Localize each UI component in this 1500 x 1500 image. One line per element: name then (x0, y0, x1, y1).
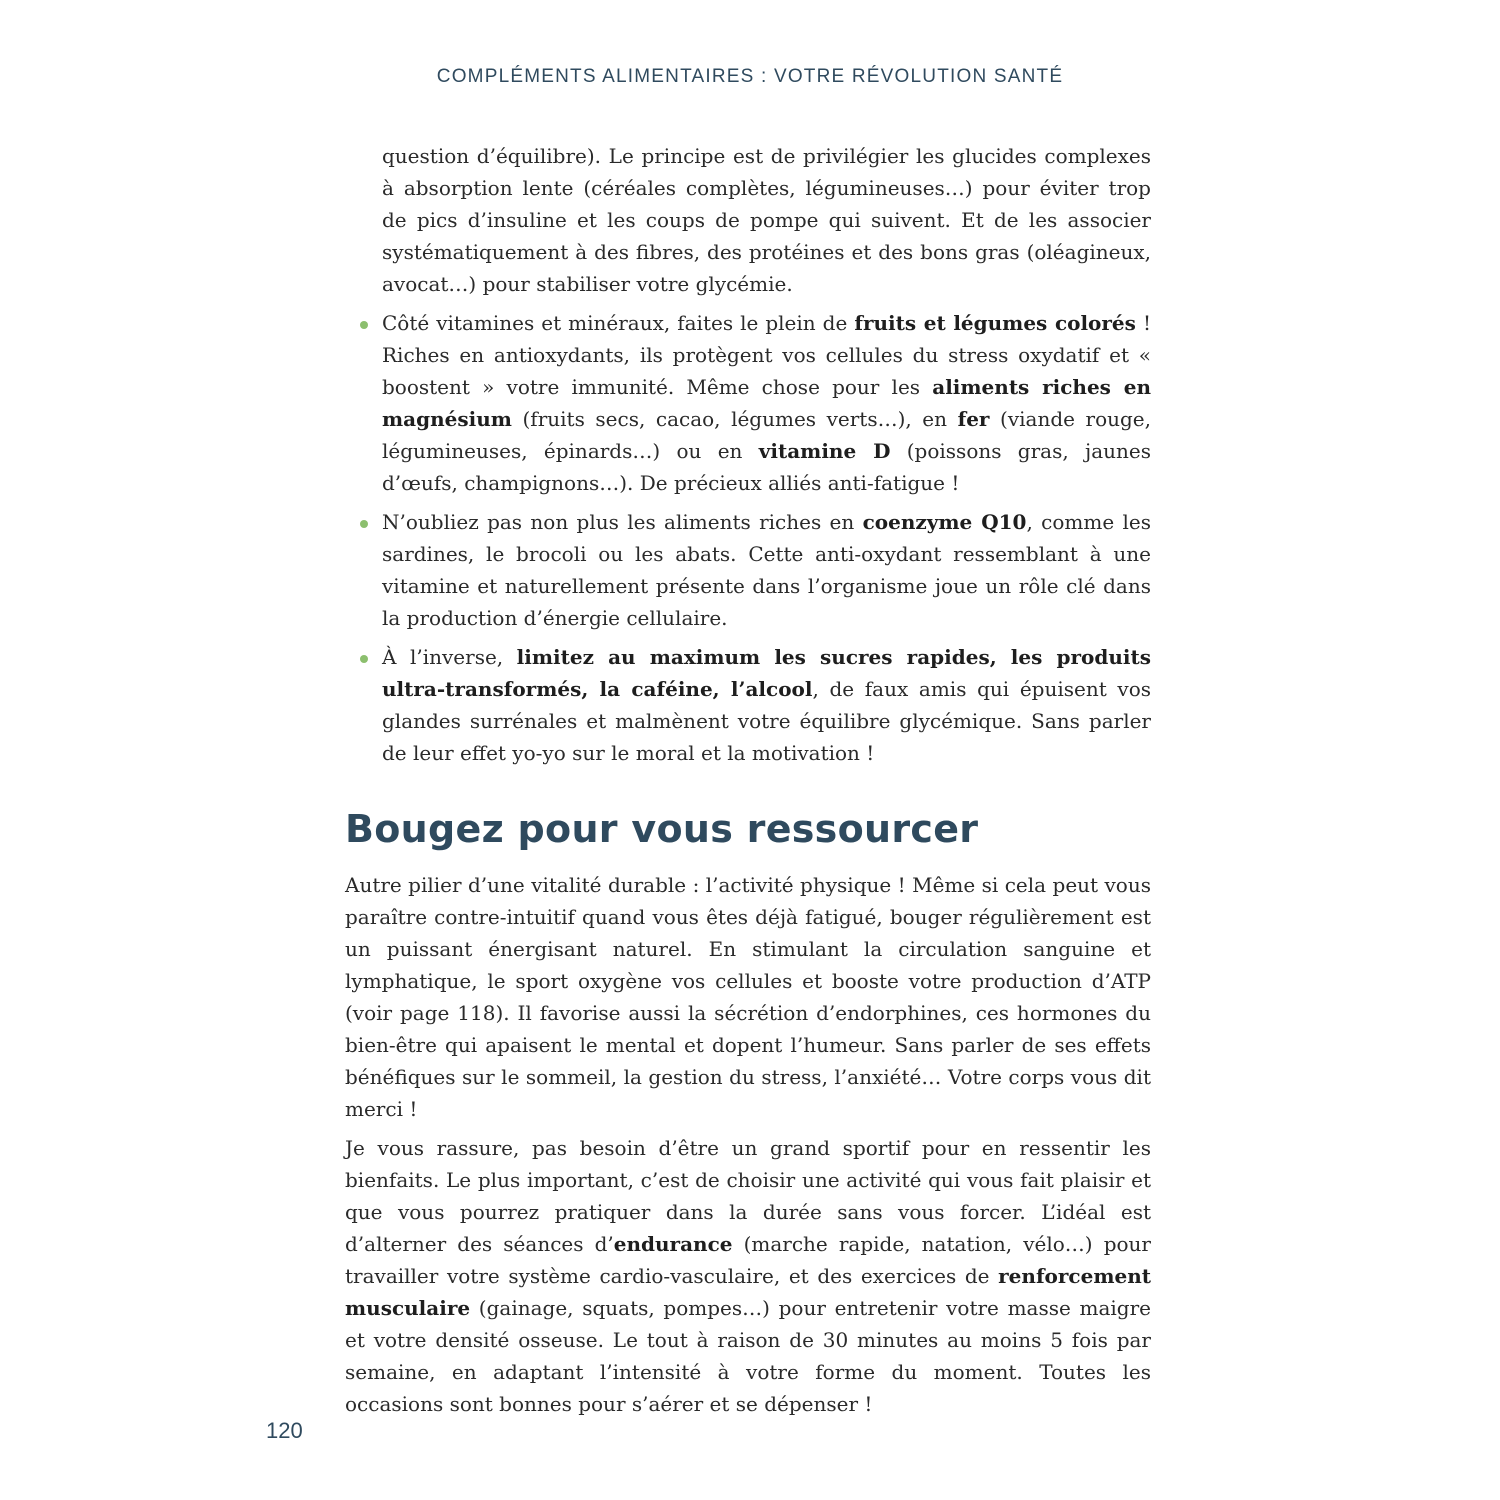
bullet-item-vitamins (382, 307, 1151, 499)
continued-paragraph: question d’équilibre). Le principe est de privilégier les glucides complexes à absorption lente (céréales complètes, légumineuses…) pour éviter trop de pics d’insuline et les coups de pompe qui suivent. Et de les associer systématiquement à des fibres, des protéines et des bons gras (oléagineux, avocat…) pour stabiliser votre glycémie. (382, 144, 1151, 296)
paragraph-text: (marche rapide, natation, vélo…) pour travailler votre système cardio-vasculaire, et des exercices de (345, 1232, 1151, 1288)
bullet-dot-icon (360, 321, 368, 329)
bullet-item-limit (382, 641, 1151, 769)
bullet-dot-icon (360, 655, 368, 663)
page-content (345, 140, 1151, 1427)
bold-term: coenzyme Q10 (862, 510, 1027, 534)
bullet-text: (poissons gras, jaunes d’œufs, champignons…). De précieux alliés anti-fatigue ! (382, 439, 1152, 495)
bullet-text: Côté vitamines et minéraux, faites le plein de (382, 311, 855, 335)
bold-term: renforcement musculaire (345, 1264, 1151, 1320)
section-title: Bougez pour vous ressourcer (345, 807, 979, 851)
paragraph-text: Je vous rassure, pas besoin d’être un grand sportif pour en ressentir les bienfaits. Le plus important, c’est de choisir une activité qui vous fait plaisir et que vous pourrez pratiquer dans la durée sans vous forcer. L’idéal est d’alterner des séances d’ (345, 1136, 1151, 1256)
bullet-text: , de faux amis qui épuisent vos glandes surrénales et malmènent votre équilibre glycémique. Sans parler de leur effet yo-yo sur le moral et la motivation ! (382, 677, 1152, 765)
paragraph-text: (gainage, squats, pompes…) pour entretenir votre masse maigre et votre densité osseuse. Le tout à raison de 30 minutes au moins 5 fois par semaine, en adaptant l’intensité à votre forme du moment. Toutes les occasions sont bonnes pour s’aérer et se dépenser ! (345, 1296, 1151, 1416)
bullet-item-coenzyme (382, 506, 1151, 634)
bullet-text: , comme les sardines, le brocoli ou les abats. Cette anti-oxydant ressemblant à une vitamine et naturellement présente dans l’organisme joue un rôle clé dans la production d’énergie cellulaire. (382, 510, 1151, 630)
bullet-text: À l’inverse, (382, 645, 517, 669)
section-paragraph-1: Autre pilier d’une vitalité durable : l’activité physique ! Même si cela peut vous paraître contre-intuitif quand vous êtes déjà fatigué, bouger régulièrement est un puissant énergisant naturel. En stimulant la circulation sanguine et lymphatique, le sport oxygène vos cellules et booste votre production d’ATP (voir page 118). Il favorise aussi la sécrétion d’endorphines, ces hormones du bien-être qui apaisent le mental et dopent l’humeur. Sans parler de ses effets bénéfiques sur le sommeil, la gestion du stress, l’anxiété… Votre corps vous dit merci ! (345, 873, 1151, 1121)
bold-term: endurance (613, 1232, 733, 1256)
bullet-text: ! Riches en antioxydants, ils protègent vos cellules du stress oxydatif et « boostent » votre immunité. Même chose pour les (382, 311, 1151, 399)
bullet-text: (fruits secs, cacao, légumes verts…), en (511, 407, 958, 431)
bullet-dot-icon (360, 520, 368, 528)
bold-term: fruits et légumes colorés (854, 311, 1136, 335)
bullet-text: (viande rouge, légumineuses, épinards…) ou en (382, 407, 1151, 463)
bold-term: limitez au maximum les sucres rapides, les produits ultra-transformés, la caféine, l’alcool (382, 645, 1151, 701)
bold-term: vitamine D (758, 439, 891, 463)
bullet-list (345, 307, 1151, 769)
running-header: COMPLÉMENTS ALIMENTAIRES : VOTRE RÉVOLUTION SANTÉ (436, 66, 1064, 87)
page-number: 120 (266, 1418, 303, 1443)
bold-term: aliments riches en magnésium (382, 375, 1151, 431)
section-paragraph-2 (345, 1132, 1151, 1420)
bullet-text: N’oubliez pas non plus les aliments riches en (382, 510, 863, 534)
bold-term: fer (957, 407, 990, 431)
